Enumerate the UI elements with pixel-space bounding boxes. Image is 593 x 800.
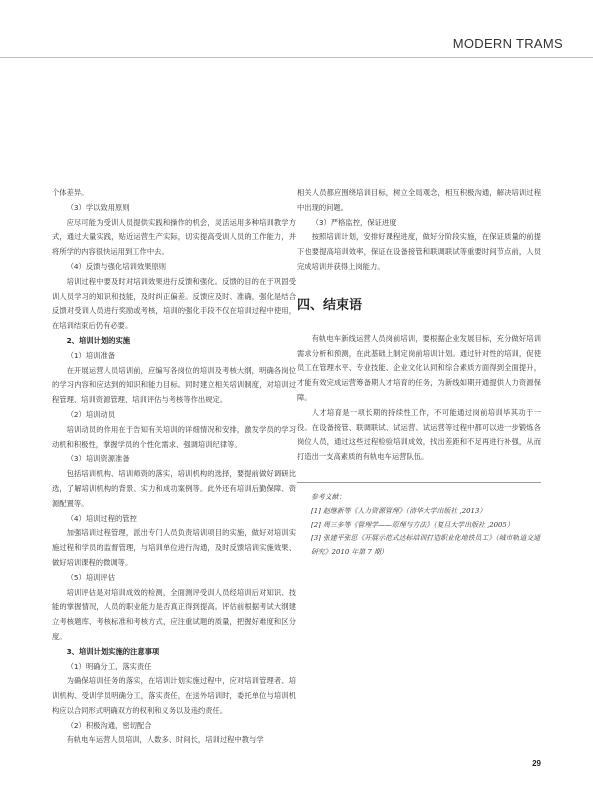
- reference-item: [3] 张建平张思《开展示范式达标培训打造职业化地铁员工》（城市轨道交通研究》2010 年第 7 期）: [311, 534, 540, 556]
- right-column-conclusion-text: [297, 332, 541, 465]
- header-divider: [0, 57, 593, 58]
- body-paragraph: 加强培训过程管理，派出专门人员负责培训项目的实施，做好对培训实施过程和学员的监督管理，与培训单位进行沟通，及时反馈培训实施效果、做好培训课程的微调等。: [52, 528, 296, 567]
- body-paragraph: 相关人员都应围绕培训目标，树立全局观念，相互积极沟通，解决培训过程中出现的问题。: [297, 188, 541, 212]
- item-heading: （4）反馈与强化培训效果原则: [66, 261, 167, 271]
- body-paragraph: 人才培育是一项长期的持续性工作，不可能通过岗前培训毕其功于一役。在设备接管、联调联试、试运营、试运营等过程中都可以进一步锻炼各岗位人员，通过这些过程检验培训成效，找出差距和不足再进行补强，从而打造出一支高素质的有轨电车运营队伍。: [297, 407, 541, 462]
- body-paragraph: 应尽可能为受训人员提供实践和操作的机会，灵活运用多种培训教学方式，通过大量实践，贴近运营生产实际，切实提高受训人员的工作能力，并将所学的内容很快运用到工作中去。: [52, 217, 296, 257]
- item-heading: （2）积极沟通，密切配合: [66, 720, 152, 730]
- page-number: 29: [532, 759, 541, 768]
- item-heading: （3）严格监控，保证进度: [311, 217, 397, 227]
- references-block: [297, 482, 541, 559]
- section-title-conclusion: 四、结束语: [297, 297, 363, 313]
- body-paragraph: 培训过程中要及时对培训效果进行反馈和强化。反馈的目的在于巩固受训人员学习的知识和技能，及时纠正偏差。反馈应及时、准确，强化是结合反馈对受训人员进行奖励或考核，培训的强化手段不仅在培训过程中使用，在培训结束后仍有必要。: [52, 276, 296, 331]
- item-heading: （1）明确分工，落实责任: [66, 661, 152, 671]
- body-paragraph: 培训动员的作用在于告知有关培训的详细情况和安排，激发学员的学习动机和积极性，掌握学员的个性化需求、强调培训纪律等。: [52, 424, 296, 449]
- body-paragraph: 为确保培训任务的落实，在培训计划实施过程中，应对培训管理者、培训机构、受训学员明确分工，落实责任，在送外培训时，委托单位与培训机构应以合同形式明确双方的权利和义务以及违约责任。: [52, 676, 296, 715]
- body-paragraph: 有轨电车新线运营人员岗前培训，要根据企业发展目标，充分做好培训需求分析和预测，在此基础上制定岗前培训计划。通过针对性的培训，促使员工在管理水平、专业技能、企业文化认同和综合素质方面得到全面提升，才能有效完成运营筹备期人才培育的任务，为新线如期开通提供人力资源保障。: [297, 333, 541, 402]
- body-paragraph: 培训评估是对培训成效的检测，全面测评受训人员经培训后对知识、技能的掌握情况，人员的职业能力是否真正得到提高。评估前根据考试大纲建立考核题库、考核标准和考核方式，应注重试题的质量，把握好难度和区分度。: [52, 587, 296, 641]
- body-paragraph: 在开展运营人员培训前，应编写各岗位的培训及考核大纲，明确各岗位的学习内容和应达到的知识和能力目标。同时建立相关培训制度，对培训过程管理、培训资源管理、培训评估与考核等作出规定。: [52, 365, 296, 405]
- left-column: [52, 186, 296, 748]
- item-heading: （3）培训资源准备: [66, 454, 130, 464]
- item-heading: （1）培训准备: [66, 350, 116, 360]
- body-paragraph: 有轨电车运营人员培训，人数多、时间长，培训过程中教与学: [66, 735, 264, 745]
- reference-item: [2] 周三多等《管理学——原理与方法》（复旦大学出版社 ,2005）: [311, 520, 514, 529]
- body-paragraph: 按照培训计划，安排好课程进度，做好分阶段实施，在保证质量的前提下也要提高培训效率，保证在设备接管和联调联试等重要时间节点前，人员完成培训并获得上岗能力。: [297, 232, 541, 271]
- subsection-heading: 3、培训计划实施的注意事项: [66, 646, 160, 656]
- references-title: 参考文献：: [311, 493, 346, 501]
- reference-item: [1] 赵继新等《人力资源管理》（清华大学出版社 ,2013）: [311, 507, 487, 516]
- item-heading: （3）学以致用原则: [66, 202, 130, 212]
- magazine-header-title: MODERN TRAMS: [452, 36, 563, 51]
- body-paragraph: 包括培训机构、培训师资的落实，培训机构的选择，要提前做好调研比选，了解培训机构的背景、实力和成功案例等。此外还有培训后勤保障、资源配置等。: [52, 469, 296, 508]
- right-column: [297, 186, 541, 465]
- body-paragraph: 个体差异。: [52, 188, 89, 197]
- item-heading: （5）培训评估: [66, 572, 116, 582]
- item-heading: （2）培训动员: [66, 409, 116, 419]
- subsection-heading: 2、培训计划的实施: [66, 335, 131, 345]
- item-heading: （4）培训过程的管控: [66, 513, 137, 523]
- right-column-top-text: [297, 186, 541, 275]
